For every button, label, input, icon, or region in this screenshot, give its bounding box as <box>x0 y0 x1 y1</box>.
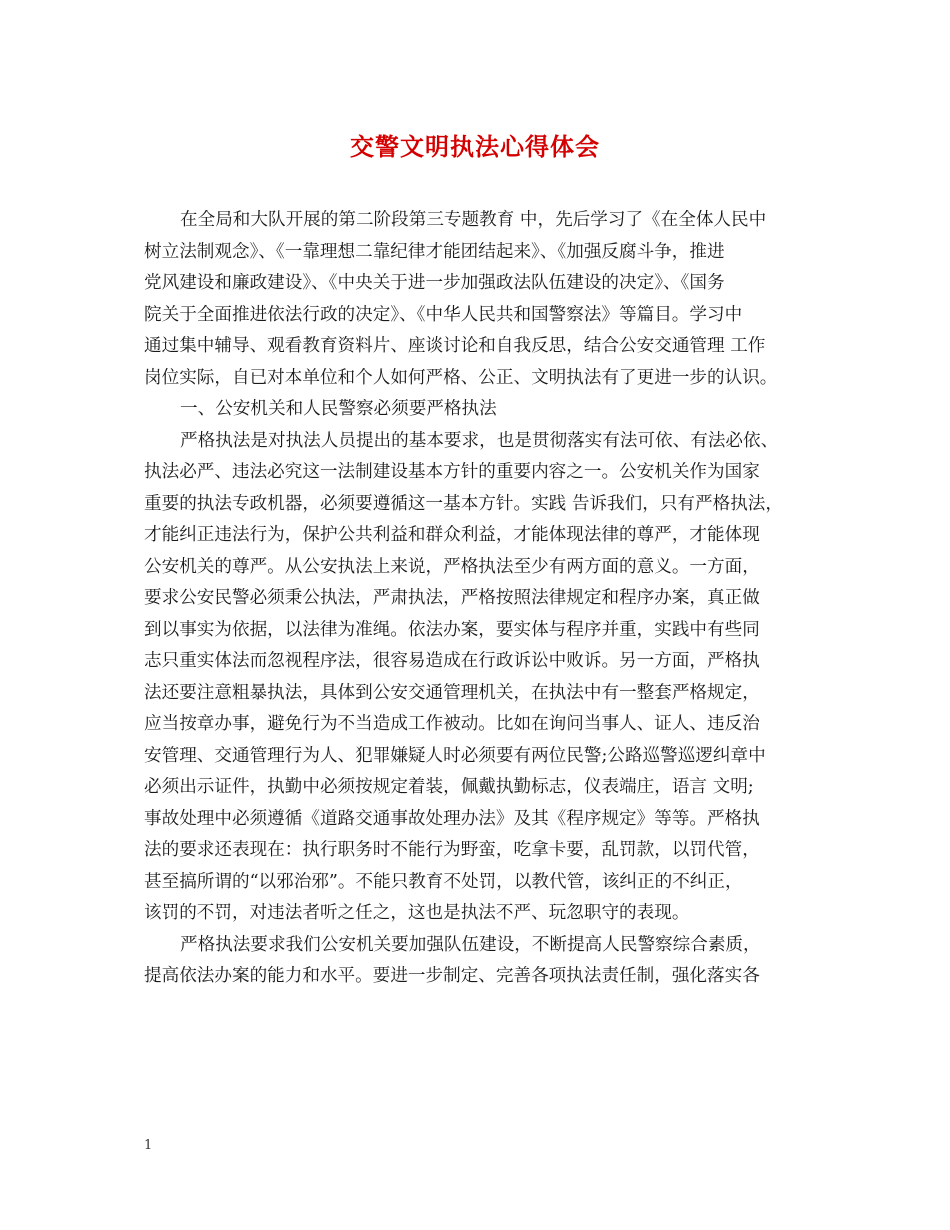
text-line: 才能纠正违法行为，保护公共利益和群众利益，才能体现法律的尊严，才能体现 <box>144 525 760 545</box>
text-line: 甚至搞所谓的“以邪治邪”。不能只教育不处罚，以教代管，该纠正的不纠正， <box>144 871 743 892</box>
text-line: 要求公安民警必须秉公执法，严肃执法，严格按照法律规定和程序办案，真正做 <box>144 588 760 608</box>
text-line: 院关于全面推进依法行政的决定》、《中华人民共和国警察法》等篇目。学习中 <box>144 304 743 325</box>
section-heading: 一、公安机关和人民警察必须要严格执法 <box>180 399 497 419</box>
text-line: 安管理、交通管理行为人、犯罪嫌疑人时必须要有两位民警;公路巡警巡逻纠章中 <box>144 745 766 766</box>
text-line: 树立法制观念》、《一靠理想二靠纪律才能团结起来》、《加强反腐斗争，推进 <box>144 241 725 262</box>
page-number: 1 <box>144 1138 153 1153</box>
text-line: 通过集中辅导、观看教育资料片、座谈讨论和自我反思，结合公安交通管理 工作 <box>144 336 766 356</box>
text-line: 在全局和大队开展的第二阶段第三专题教育 中，先后学习了《在全体人民中 <box>180 210 767 230</box>
text-line: 严格执法是对执法人员提出的基本要求，也是贯彻落实有法可依、有法必依、 <box>180 430 779 451</box>
text-line: 事故处理中必须遵循《道路交通事故处理办法》及其《程序规定》等等。严格执 <box>144 808 760 829</box>
text-line: 法的要求还表现在：执行职务时不能行为野蛮，吃拿卡要，乱罚款，以罚代管， <box>144 840 760 860</box>
text-line: 岗位实际，自已对本单位和个人如何严格、公正、文明执法有了更进一步的认识。 <box>144 367 778 388</box>
text-line: 执法必严、违法必究这一法制建设基本方针的重要内容之一。公安机关作为国家 <box>144 462 760 482</box>
document-title: 交警文明执法心得体会 <box>350 132 600 161</box>
text-line: 必须出示证件，执勤中必须按规定着装，佩戴执勤标志，仪表端庄，语言 文明; <box>144 777 754 797</box>
text-line: 提高依法办案的能力和水平。要进一步制定、完善各项执法责任制，强化落实各 <box>144 966 760 986</box>
text-line: 应当按章办事，避免行为不当造成工作被动。比如在询问当事人、证人、违反治 <box>144 714 760 734</box>
text-line: 法还要注意粗暴执法，具体到公安交通管理机关，在执法中有一整套严格规定， <box>144 682 760 703</box>
text-line: 公安机关的尊严。从公安执法上来说，严格执法至少有两方面的意义。一方面， <box>144 556 760 577</box>
text-line: 党风建设和廉政建设》、《中央关于进一步加强政法队伍建设的决定》、《国务 <box>144 273 725 293</box>
document-body <box>144 205 814 993</box>
text-line: 严格执法要求我们公安机关要加强队伍建设，不断提高人民警察综合素质， <box>180 934 761 955</box>
text-line: 重要的执法专政机器，必须要遵循这一基本方针。实践 告诉我们，只有严格执法， <box>144 493 783 514</box>
text-line: 志只重实体法而忽视程序法，很容易造成在行政诉讼中败诉。另一方面，严格执 <box>144 651 760 671</box>
text-line: 到以事实为依据，以法律为准绳。依法办案，要实体与程序并重，实践中有些同 <box>144 619 760 640</box>
text-line: 该罚的不罚，对违法者听之任之，这也是执法不严、玩忽职守的表现。 <box>144 903 690 923</box>
